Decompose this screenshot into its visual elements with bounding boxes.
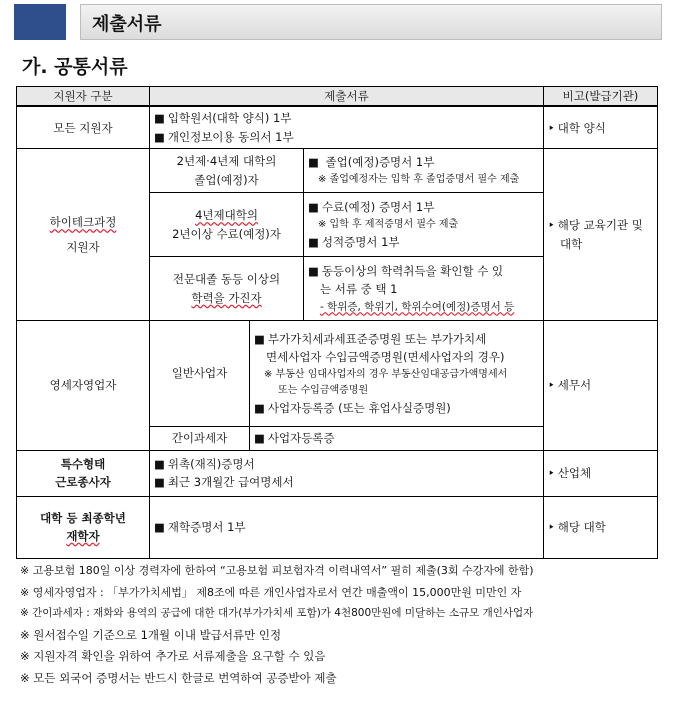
bullet-icon: ■ xyxy=(254,332,265,347)
doc-item: 최근 3개월간 급여명세서 xyxy=(167,475,294,490)
table-header-row xyxy=(17,87,658,107)
remark-text: 해당 교육기관 및 xyxy=(557,218,643,233)
bullet-icon: ■ xyxy=(154,456,165,471)
row-label: 모든 지원자 xyxy=(17,106,150,148)
doc-note: ※ 졸업예정자는 입학 후 졸업증명서 필수 제출 xyxy=(318,173,520,185)
remark-cell xyxy=(544,149,658,321)
sub-category: 일반사업자 xyxy=(150,321,250,427)
footnote: ※ 간이과세자 : 재화와 용역의 공급에 대한 대가(부가가치세 포함)가 4천800만원에 미달하는 소규모 개인사업자 xyxy=(20,607,534,619)
arrow-icon: ‣ xyxy=(548,218,555,233)
remark-cell xyxy=(544,496,658,558)
row-label xyxy=(17,496,150,558)
doc-item: 성적증명서 1부 xyxy=(321,234,400,249)
footnote: ※ 영세자영업자 : 「부가가치세법」 제8조에 따른 개인사업자로서 연간 매출액이 15,000만원 미만인 자 xyxy=(20,585,522,599)
header-bar xyxy=(80,4,662,40)
footnote: ※ 모든 외국어 증명서는 반드시 한글로 번역하여 공증받아 제출 xyxy=(20,670,337,685)
doc-item: 개인정보이용 동의서 1부 xyxy=(167,129,294,144)
row-label: 영세자영업자 xyxy=(17,321,150,450)
header-documents: 제출서류 xyxy=(150,87,544,107)
bullet-icon: ■ xyxy=(308,263,319,278)
doc-item: 사업자등록증 xyxy=(267,431,335,446)
row-label-line: 하이테크과정 xyxy=(49,215,117,230)
bullet-icon: ■ xyxy=(154,129,165,144)
bullet-icon: ■ xyxy=(154,519,165,534)
doc-item: 입학원서(대학 양식) 1부 xyxy=(167,111,292,126)
doc-cell xyxy=(304,193,544,257)
sub-category-line: 2년제·4년제 대학의 xyxy=(176,154,277,169)
remark-cell xyxy=(544,321,658,450)
doc-cell xyxy=(250,427,544,450)
sub-category-line: 4년제대학의 xyxy=(195,208,258,223)
remark-text: 산업체 xyxy=(557,465,592,480)
bullet-icon: ■ xyxy=(254,431,265,446)
doc-cell xyxy=(150,106,544,148)
sub-category-line: 전문대졸 동등 이상의 xyxy=(172,272,281,287)
bullet-icon: ■ xyxy=(254,400,265,415)
doc-cell xyxy=(304,257,544,321)
footnote: ※ 원서접수일 기준으로 1개월 이내 발급서류만 인정 xyxy=(20,627,282,642)
doc-item: - 학위증, 학위기, 학위수여(예정)증명서 등 xyxy=(320,300,515,313)
doc-item: 위촉(재직)증명서 xyxy=(167,456,255,471)
doc-item: 는 서류 중 택 1 xyxy=(320,282,398,297)
doc-item: 재학증명서 1부 xyxy=(167,519,246,534)
doc-note: ※ 입학 후 제적증명서 필수 제출 xyxy=(318,218,459,230)
bullet-icon: ■ xyxy=(308,155,319,170)
row-label xyxy=(17,149,150,321)
sub-category-line: 2년이상 수료(예정)자 xyxy=(172,226,281,241)
arrow-icon: ‣ xyxy=(548,519,555,534)
bullet-icon: ■ xyxy=(308,200,319,215)
doc-note: ※ 부동산 임대사업자의 경우 부동산임대공급가액명세서 xyxy=(264,368,508,380)
bullet-icon: ■ xyxy=(154,475,165,490)
table-row xyxy=(17,321,658,427)
sub-category xyxy=(150,149,304,193)
row-label-line: 근로종사자 xyxy=(55,475,111,490)
remark-text: 대학 xyxy=(560,236,583,251)
footnote: ※ 고용보험 180일 이상 경력자에 한하여 “고용보험 피보험자격 이력내역서” 필히 제출(3회 수강자에 한함) xyxy=(20,564,534,577)
sub-category xyxy=(150,193,304,257)
section-subtitle: 가. 공통서류 xyxy=(22,56,128,78)
header-remarks: 비고(발급기관) xyxy=(544,87,658,107)
doc-item: 면세사업자 수입금액증명원(면세사업자의 경우) xyxy=(266,350,505,365)
sub-category-line: 학력을 가진자 xyxy=(191,290,262,305)
table-row xyxy=(17,450,658,496)
section-header xyxy=(14,4,660,40)
doc-item: 수료(예정) 증명서 1부 xyxy=(321,200,435,215)
table-row xyxy=(17,106,658,148)
remark-text: 대학 양식 xyxy=(557,120,606,135)
doc-cell xyxy=(150,496,544,558)
bullet-icon: ■ xyxy=(154,111,165,126)
row-label-line: 특수형태 xyxy=(60,456,106,471)
header-accent-block xyxy=(14,4,66,40)
documents-table xyxy=(16,86,658,559)
remark-text: 세무서 xyxy=(557,378,592,393)
row-label-line: 재학자 xyxy=(66,529,100,544)
row-label-line: 대학 등 최종학년 xyxy=(40,510,126,525)
arrow-icon: ‣ xyxy=(548,120,555,135)
bullet-icon: ■ xyxy=(308,234,319,249)
remark-cell xyxy=(544,106,658,148)
doc-cell xyxy=(304,149,544,193)
row-label xyxy=(17,450,150,496)
header-applicant: 지원자 구분 xyxy=(17,87,150,107)
doc-item: 사업자등록증 (또는 휴업사실증명원) xyxy=(267,400,451,415)
remark-text: 해당 대학 xyxy=(557,519,606,534)
table-row xyxy=(17,496,658,558)
arrow-icon: ‣ xyxy=(548,378,555,393)
remark-cell xyxy=(544,450,658,496)
doc-item: 부가가치세과세표준증명원 또는 부가가치세 xyxy=(267,332,487,347)
page-title: 제출서류 xyxy=(92,14,162,35)
doc-item: 동등이상의 학력취득을 확인할 수 있 xyxy=(321,263,504,278)
doc-cell xyxy=(150,450,544,496)
footnotes xyxy=(20,560,534,689)
doc-cell xyxy=(250,321,544,427)
row-label-line: 지원자 xyxy=(66,239,100,254)
arrow-icon: ‣ xyxy=(548,465,555,480)
sub-category: 간이과세자 xyxy=(150,427,250,450)
sub-category-line: 졸업(예정)자 xyxy=(194,172,259,187)
footnote: ※ 지원자격 확인을 위하여 추가로 서류제출을 요구할 수 있음 xyxy=(20,649,326,663)
doc-item: 졸업(예정)증명서 1부 xyxy=(321,155,435,170)
doc-note: 또는 수입금액증명원 xyxy=(278,384,369,396)
sub-category xyxy=(150,257,304,321)
table-row xyxy=(17,149,658,193)
